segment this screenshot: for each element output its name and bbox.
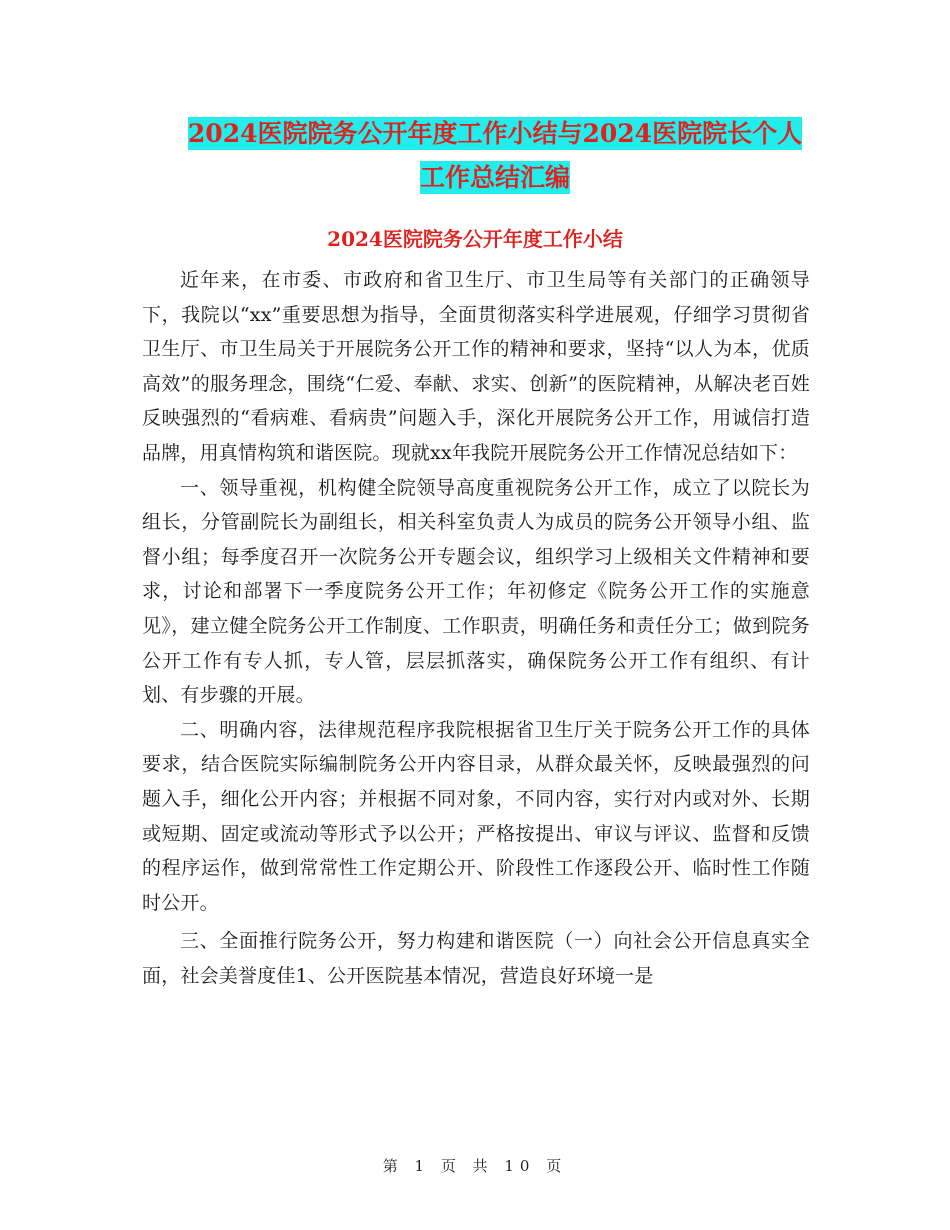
title-line-2: 工作总结汇编: [419, 163, 570, 192]
paragraph-content: 二、明确内容，法律规范程序我院根据省卫生厅关于院务公开工作的具体要求，结合医院实际编制院务公开内容目录，从群众最关怀，反映最强烈的问题入手，细化公开内容；并根据不同对象，不同内容，实行对内或对外、长期或短期、固定或流动等形式予以公开；严格按提出、审议与评议、监督和反馈的程序运作，做到常常性工作定期公开、阶段性工作逐段公开、临时性工作随时公开。: [142, 718, 810, 914]
document-body: [142, 263, 810, 993]
title-line-1: 2024医院院务公开年度工作小结与2024医院院长个人: [187, 119, 803, 148]
section-title: 2024医院院务公开年度工作小结: [327, 227, 623, 251]
paragraph-leadership: 一、领导重视，机构健全院领导高度重视院务公开工作，成立了以院长为组长，分管副院长为副组长，相关科室负责人为成员的院务公开领导小组、监督小组；每季度召开一次院务公开专题会议，组织学习上级相关文件精神和要求，讨论和部署下一季度院务公开工作；年初修定《院务公开工作的实施意见》，建立健全院务公开工作制度、工作职责，明确任务和责任分工；做到院务公开工作有专人抓，专人管，层层抓落实，确保院务公开工作有组织、有计划、有步骤的开展。: [142, 476, 810, 707]
paragraph-implementation: 三、全面推行院务公开，努力构建和谐医院（一）向社会公开信息真实全面，社会美誉度佳1、公开医院基本情况，营造良好环境一是: [142, 930, 810, 987]
document-title: [140, 112, 850, 200]
paragraph-intro: 近年来，在市委、市政府和省卫生厅、市卫生局等有关部门的正确领导下，我院以“xx”重要思想为指导，全面贯彻落实科学进展观，仔细学习贯彻省卫生厅、市卫生局关于开展院务公开工作的精神和要求，坚持“以人为本，优质高效”的服务理念，围绕“仁爱、奉献、求实、创新”的医院精神，从解决老百姓反映强烈的“看病难、看病贵”问题入手，深化开展院务公开工作，用诚信打造品牌，用真情构筑和谐医院。现就xx年我院开展院务公开工作情况总结如下：: [142, 269, 810, 464]
page-footer: 第 1 页 共 10 页: [382, 1157, 568, 1175]
